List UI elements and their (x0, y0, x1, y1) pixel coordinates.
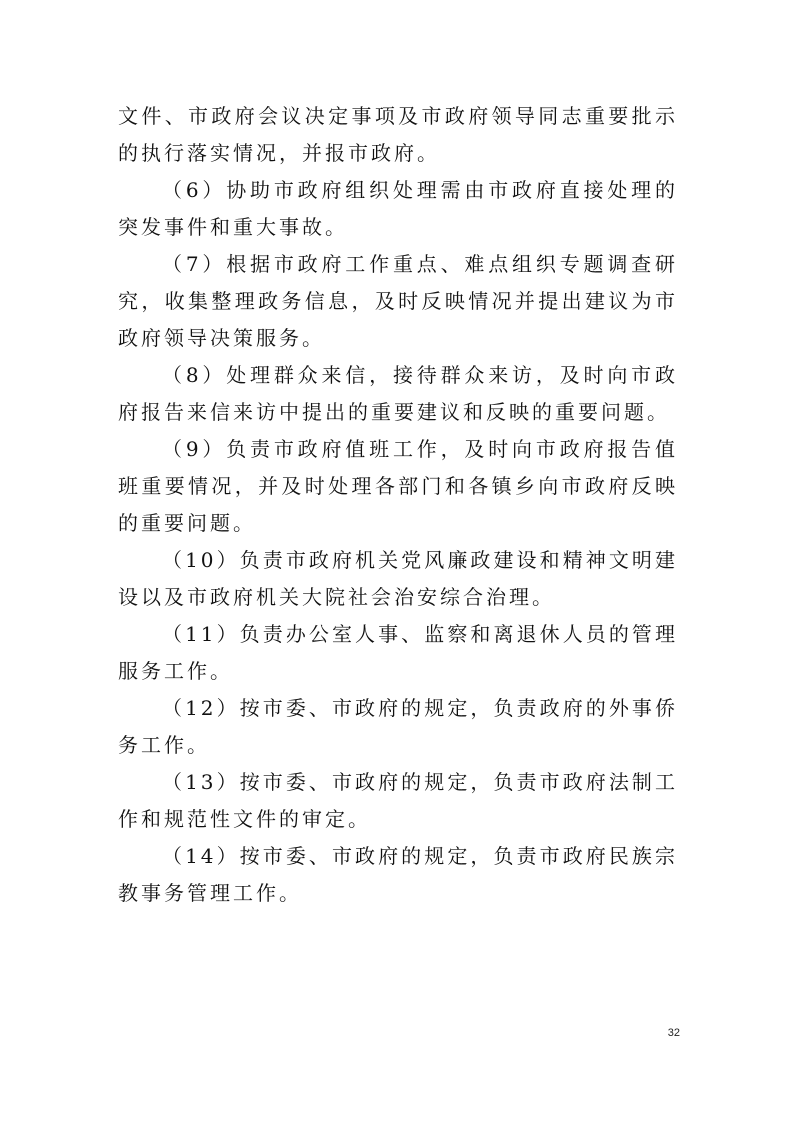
paragraph-item-11: （11）负责办公室人事、监察和离退休人员的管理服务工作。 (118, 622, 678, 683)
paragraph-item-12: （12）按市委、市政府的规定，负责政府的外事侨务工作。 (118, 696, 678, 757)
page-number: 32 (667, 1027, 680, 1039)
body-text (118, 98, 678, 912)
paragraph-item-13: （13）按市委、市政府的规定，负责市政府法制工作和规范性文件的审定。 (118, 770, 678, 831)
paragraph-continuation: 文件、市政府会议决定事项及市政府领导同志重要批示的执行落实情况，并报市政府。 (118, 104, 678, 165)
paragraph-item-14: （14）按市委、市政府的规定，负责市政府民族宗教事务管理工作。 (118, 844, 678, 905)
paragraph-item-6: （6）协助市政府组织处理需由市政府直接处理的突发事件和重大事故。 (118, 178, 678, 239)
paragraph-item-8: （8）处理群众来信，接待群众来访，及时向市政府报告来信来访中提出的重要建议和反映的重要问题。 (118, 363, 678, 424)
paragraph-item-9: （9）负责市政府值班工作，及时向市政府报告值班重要情况，并及时处理各部门和各镇乡向市政府反映的重要问题。 (118, 437, 678, 535)
paragraph-item-7: （7）根据市政府工作重点、难点组织专题调查研究，收集整理政务信息，及时反映情况并提出建议为市政府领导决策服务。 (118, 252, 678, 350)
paragraph-item-10: （10）负责市政府机关党风廉政建设和精神文明建设以及市政府机关大院社会治安综合治理。 (118, 548, 678, 609)
